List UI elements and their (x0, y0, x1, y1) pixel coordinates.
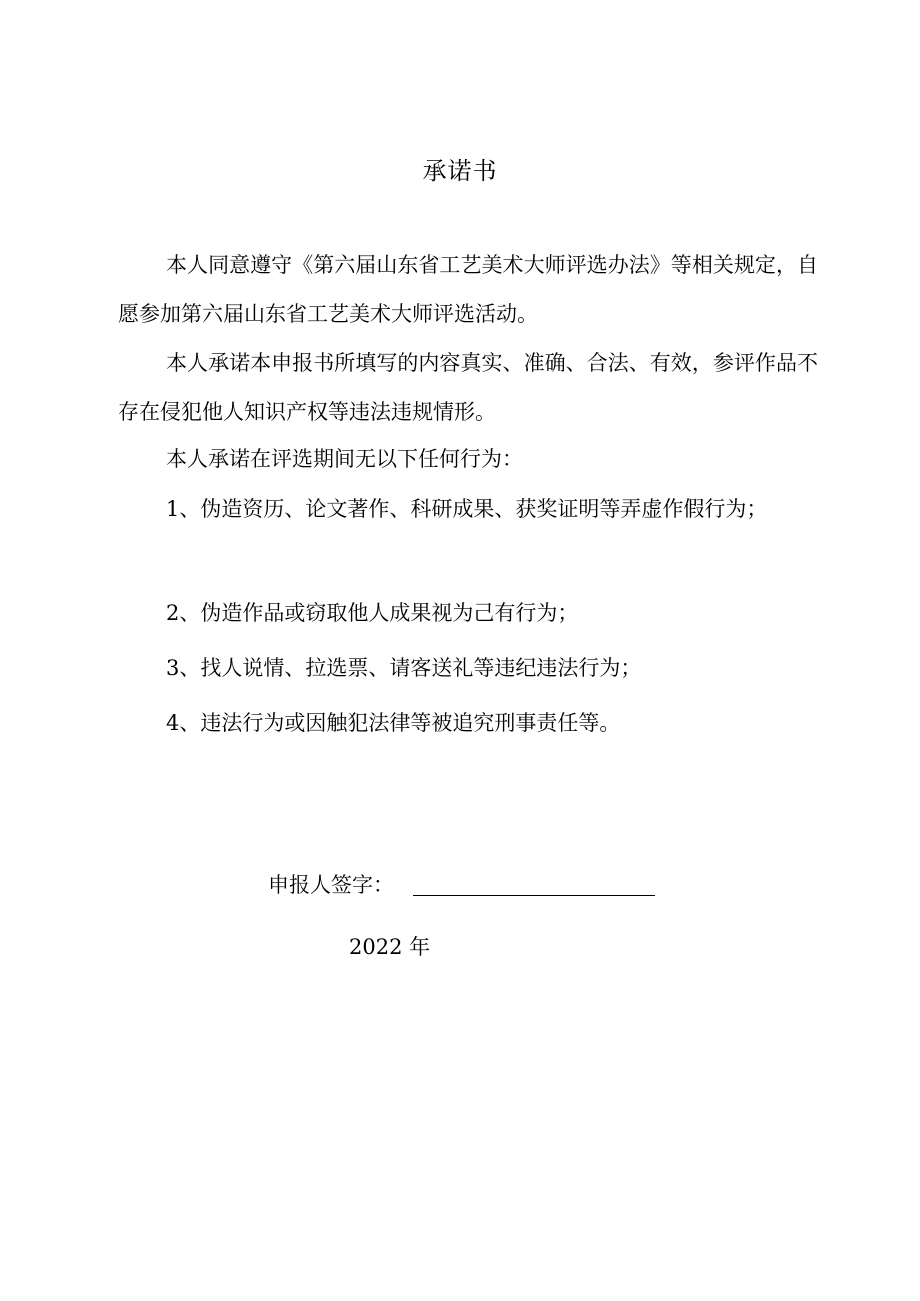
signature-section (268, 864, 688, 906)
paragraph-truthfulness: 本人承诺本申报书所填写的内容真实、准确、合法、有效，参评作品不存在侵犯他人知识产权等违法违规情形。 (118, 351, 818, 424)
list-item-2: 2、伪造作品或窃取他人成果视为己有行为； (166, 601, 579, 625)
list-item-4: 4、违法行为或因触犯法律等被追究刑事责任等。 (166, 711, 621, 735)
signature-label: 申报人签字： (268, 873, 394, 897)
date-text: 2022 年 (349, 935, 431, 959)
list-item-1: 1、伪造资历、论文著作、科研成果、获奖证明等弄虚作假行为； (166, 497, 768, 521)
paragraph-agreement: 本人同意遵守《第六届山东省工艺美术大师评选办法》等相关规定，自愿参加第六届山东省工艺美术大师评选活动。 (118, 253, 818, 326)
paragraph-behavior-intro: 本人承诺在评选期间无以下任何行为： (166, 447, 523, 471)
document-title: 承诺书 (422, 157, 498, 185)
list-item-3: 3、找人说情、拉选票、请客送礼等违纪违法行为； (166, 656, 642, 680)
signature-blank-line (413, 895, 655, 896)
